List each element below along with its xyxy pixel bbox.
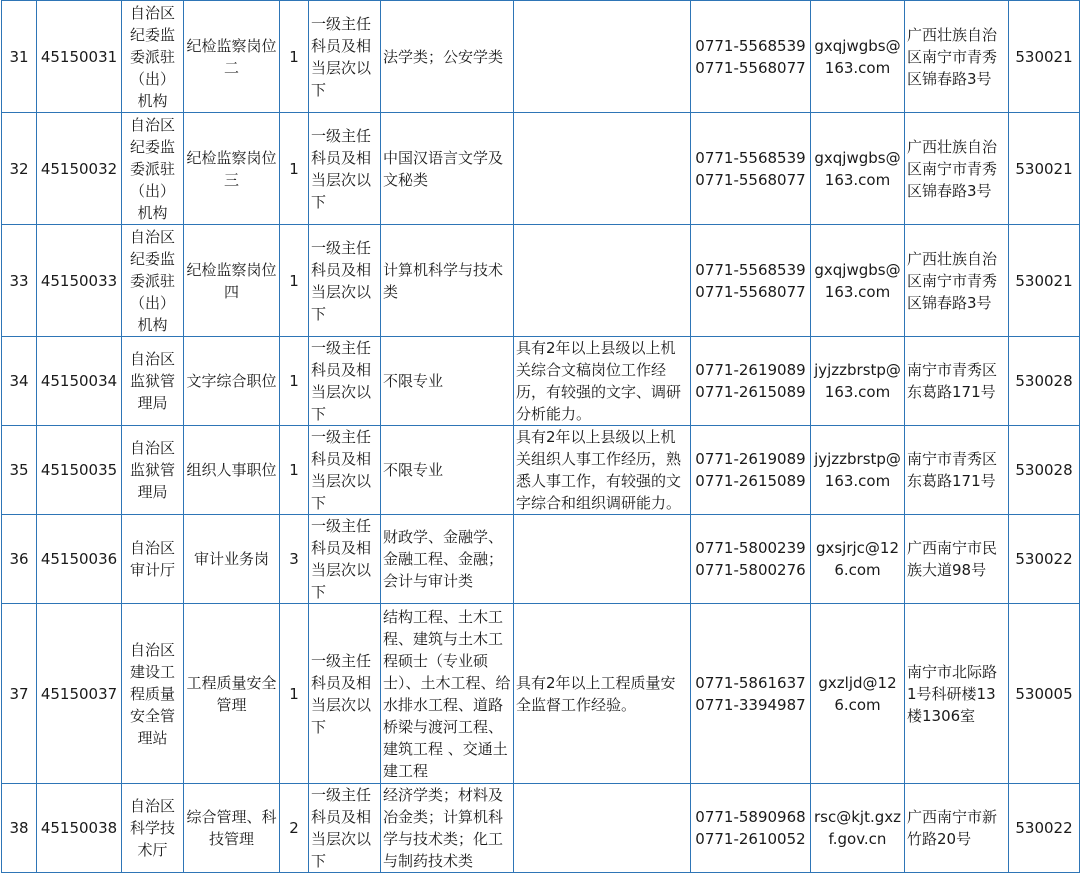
phone-line-2: 0771-2615089 [695,383,806,401]
phone-line-2: 0771-2615089 [695,472,806,490]
cell-code: 45150034 [37,337,122,426]
cell-requirement [514,784,691,873]
cell-email: gxqjwgbs@163.com [811,225,905,337]
cell-address: 广西南宁市新竹路20号 [905,784,1009,873]
cell-post: 文字综合职位 [184,337,280,426]
cell-no: 33 [2,225,37,337]
cell-address: 南宁市青秀区东葛路171号 [905,426,1009,515]
cell-major: 不限专业 [381,426,514,515]
cell-email: rsc@kjt.gxzf.gov.cn [811,784,905,873]
cell-major: 结构工程、土木工程、建筑与土木工程硕士（专业硕士）、土木工程、给水排水工程、道路桥梁与渡河工程、建筑工程 、交通土建工程 [381,604,514,784]
phone-line-2: 0771-2610052 [695,830,806,848]
cell-email: gxqjwgbs@163.com [811,113,905,225]
cell-post: 综合管理、科技管理 [184,784,280,873]
cell-code: 45150035 [37,426,122,515]
cell-org: 自治区纪委监委派驻（出）机构 [122,225,184,337]
cell-count: 1 [280,426,309,515]
cell-count: 1 [280,337,309,426]
cell-no: 38 [2,784,37,873]
cell-email: gxqjwgbs@163.com [811,1,905,113]
cell-code: 45150033 [37,225,122,337]
cell-address: 广西壮族自治区南宁市青秀区锦春路3号 [905,113,1009,225]
cell-zip: 530021 [1009,225,1080,337]
cell-requirement: 具有2年以上工程质量安全监督工作经验。 [514,604,691,784]
cell-level: 一级主任科员及相当层次以下 [309,426,381,515]
cell-no: 37 [2,604,37,784]
table-row [2,113,1080,225]
phone-line-1: 0771-5861637 [695,673,806,692]
phone-line-1: 0771-5568539 [695,260,806,279]
table-row [2,604,1080,784]
cell-org: 自治区监狱管理局 [122,426,184,515]
phone-line-2: 0771-5568077 [695,170,806,189]
cell-no: 35 [2,426,37,515]
cell-zip: 530022 [1009,515,1080,604]
phone-line-1: 0771-5568539 [695,36,806,55]
cell-requirement [514,113,691,225]
cell-requirement [514,1,691,113]
cell-phone [691,515,811,604]
cell-address: 南宁市北际路1号科研楼13楼1306室 [905,604,1009,784]
cell-address: 南宁市青秀区东葛路171号 [905,337,1009,426]
cell-code: 45150036 [37,515,122,604]
cell-org: 自治区审计厅 [122,515,184,604]
cell-level: 一级主任科员及相当层次以下 [309,515,381,604]
cell-major: 中国汉语言文学及文秘类 [381,113,514,225]
phone-line-2: 0771-5800276 [695,561,806,579]
cell-phone [691,225,811,337]
cell-level: 一级主任科员及相当层次以下 [309,1,381,113]
cell-email: gxzljd@126.com [811,604,905,784]
phone-line-1: 0771-5800239 [695,539,806,557]
recruitment-table [1,0,1080,873]
cell-post: 纪检监察岗位四 [184,225,280,337]
cell-email: gxsjrjc@126.com [811,515,905,604]
table-row [2,225,1080,337]
cell-no: 34 [2,337,37,426]
cell-major: 不限专业 [381,337,514,426]
cell-major: 计算机科学与技术类 [381,225,514,337]
cell-requirement: 具有2年以上县级以上机关综合文稿岗位工作经历，有较强的文字、调研分析能力。 [514,337,691,426]
cell-level: 一级主任科员及相当层次以下 [309,225,381,337]
cell-zip: 530022 [1009,784,1080,873]
cell-level: 一级主任科员及相当层次以下 [309,113,381,225]
cell-post: 纪检监察岗位二 [184,1,280,113]
cell-no: 36 [2,515,37,604]
phone-line-2: 0771-3394987 [695,695,806,714]
phone-line-1: 0771-5568539 [695,148,806,167]
cell-level: 一级主任科员及相当层次以下 [309,604,381,784]
table-row [2,426,1080,515]
cell-code: 45150031 [37,1,122,113]
cell-org: 自治区纪委监委派驻（出）机构 [122,1,184,113]
cell-requirement [514,515,691,604]
cell-code: 45150038 [37,784,122,873]
table-row [2,515,1080,604]
cell-address: 广西壮族自治区南宁市青秀区锦春路3号 [905,225,1009,337]
phone-line-1: 0771-2619089 [695,361,806,379]
cell-post: 工程质量安全管理 [184,604,280,784]
cell-no: 31 [2,1,37,113]
cell-major: 财政学、金融学、金融工程、金融；会计与审计类 [381,515,514,604]
table-row [2,784,1080,873]
cell-phone [691,1,811,113]
cell-count: 1 [280,113,309,225]
cell-zip: 530028 [1009,337,1080,426]
cell-count: 1 [280,604,309,784]
cell-org: 自治区科学技术厅 [122,784,184,873]
table-row [2,337,1080,426]
table-body [2,1,1080,873]
cell-org: 自治区纪委监委派驻（出）机构 [122,113,184,225]
cell-phone [691,426,811,515]
cell-post: 审计业务岗 [184,515,280,604]
cell-post: 纪检监察岗位三 [184,113,280,225]
table-row [2,1,1080,113]
cell-code: 45150032 [37,113,122,225]
phone-line-1: 0771-5890968 [695,808,806,826]
cell-code: 45150037 [37,604,122,784]
cell-major: 法学类；公安学类 [381,1,514,113]
cell-count: 3 [280,515,309,604]
cell-count: 1 [280,1,309,113]
cell-count: 2 [280,784,309,873]
cell-org: 自治区建设工程质量安全管理站 [122,604,184,784]
cell-phone [691,784,811,873]
cell-phone [691,604,811,784]
cell-post: 组织人事职位 [184,426,280,515]
cell-email: jyjzzbrstp@163.com [811,426,905,515]
cell-major: 经济学类；材料及冶金类；计算机科学与技术类；化工与制药技术类 [381,784,514,873]
cell-requirement: 具有2年以上县级以上机关组织人事工作经历，熟悉人事工作，有较强的文字综合和组织调研能力。 [514,426,691,515]
cell-phone [691,337,811,426]
cell-zip: 530005 [1009,604,1080,784]
cell-zip: 530028 [1009,426,1080,515]
cell-zip: 530021 [1009,1,1080,113]
cell-count: 1 [280,225,309,337]
cell-zip: 530021 [1009,113,1080,225]
cell-level: 一级主任科员及相当层次以下 [309,337,381,426]
cell-address: 广西南宁市民族大道98号 [905,515,1009,604]
cell-email: jyjzzbrstp@163.com [811,337,905,426]
cell-level: 一级主任科员及相当层次以下 [309,784,381,873]
cell-phone [691,113,811,225]
cell-no: 32 [2,113,37,225]
cell-requirement [514,225,691,337]
phone-line-1: 0771-2619089 [695,450,806,468]
phone-line-2: 0771-5568077 [695,58,806,77]
cell-address: 广西壮族自治区南宁市青秀区锦春路3号 [905,1,1009,113]
cell-org: 自治区监狱管理局 [122,337,184,426]
phone-line-2: 0771-5568077 [695,282,806,301]
